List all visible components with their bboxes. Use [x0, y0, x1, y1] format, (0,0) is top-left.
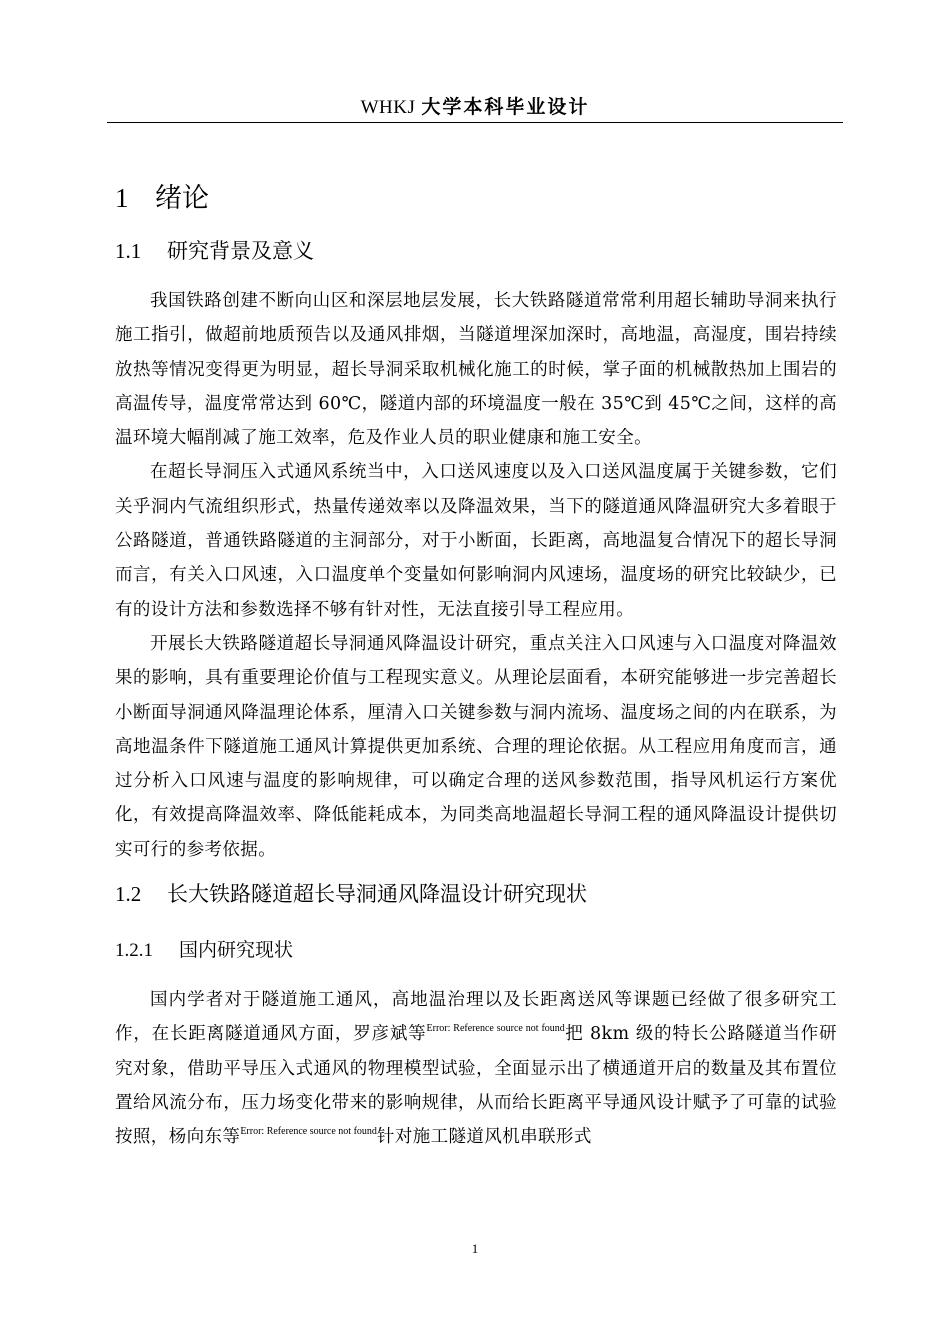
paragraph-text: 国内学者对于隧道施工通风，高地温治理以及长距离送风等课题已经做了很多研究工作，在长距离隧道通风方面，罗彦斌等	[115, 990, 837, 1045]
page-header	[107, 92, 843, 122]
header-rule	[107, 122, 843, 123]
paragraph-text: 把 8km 级的特长公路隧道当作研究对象，借助平导压入式通风的物理模型试验，全面显示出了横通道开启的数量及其布置位置给风流分布，压力场变化带来的影响规律，从而给长距离平导通风设计赋予了可靠的试验按照，杨向东等	[115, 1024, 837, 1148]
section-heading-1-2	[115, 869, 837, 919]
section-heading-1-1	[115, 226, 837, 276]
chapter-title: 绪论	[155, 183, 209, 214]
chapter-number: 1	[115, 183, 129, 213]
reference-error-marker[interactable]: Error: Reference source not found	[240, 1126, 377, 1138]
subsection-number: 1.2.1	[115, 940, 153, 962]
page-number: 1	[471, 1241, 479, 1256]
body-paragraph-with-references	[115, 983, 837, 1154]
header-brand: WHKJ	[360, 97, 416, 118]
section-title: 长大铁路隧道超长导洞通风降温设计研究现状	[167, 882, 587, 907]
section-title: 研究背景及意义	[167, 239, 314, 263]
reference-error-marker[interactable]: Error: Reference source not found	[426, 1023, 565, 1035]
chapter-heading	[115, 176, 837, 220]
section-number: 1.1	[115, 239, 142, 263]
paragraph-text: 针对施工隧道风机串联形式	[376, 1127, 592, 1148]
page-body	[115, 176, 837, 1155]
header-title: 大学本科毕业设计	[421, 96, 590, 118]
section-number: 1.2	[115, 882, 142, 907]
subsection-heading-1-2-1	[115, 925, 837, 975]
body-paragraph: 我国铁路创建不断向山区和深层地层发展，长大铁路隧道常常利用超长辅助导洞来执行施工指引，做超前地质预告以及通风排烟，当隧道埋深加深时，高地温，高湿度，围岩持续放热等情况变得更为明显，超长导洞采取机械化施工的时候，掌子面的机械散热加上围岩的高温传导，温度常常达到 60℃，隧道内部的环境温度一般在 35℃到 45℃之间，这样的高温环境大幅削减了施工效率，危及作业人员的职业健康和施工安全。	[115, 291, 837, 449]
body-paragraph: 开展长大铁路隧道超长导洞通风降温设计研究，重点关注入口风速与入口温度对降温效果的影响，具有重要理论价值与工程现实意义。从理论层面看，本研究能够进一步完善超长小断面导洞通风降温理论体系，厘清入口关键参数与洞内流场、温度场之间的内在联系，为高地温条件下隧道施工通风计算提供更加系统、合理的理论依据。从工程应用角度而言，通过分析入口风速与温度的影响规律，可以确定合理的送风参数范围，指导风机运行方案优化，有效提高降温效率、降低能耗成本，为同类高地温超长导洞工程的通风降温设计提供切实可行的参考依据。	[115, 633, 837, 860]
subsection-title: 国内研究现状	[179, 939, 294, 962]
body-paragraph: 在超长导洞压入式通风系统当中，入口送风速度以及入口送风温度属于关键参数，它们关乎洞内气流组织形式，热量传递效率以及降温效果，当下的隧道通风降温研究大多着眼于公路隧道，普通铁路隧道的主洞部分，对于小断面，长距离，高地温复合情况下的超长导洞而言，有关入口风速，入口温度单个变量如何影响洞内风速场，温度场的研究比较缺少，已有的设计方法和参数选择不够有针对性，无法直接引导工程应用。	[115, 462, 837, 620]
